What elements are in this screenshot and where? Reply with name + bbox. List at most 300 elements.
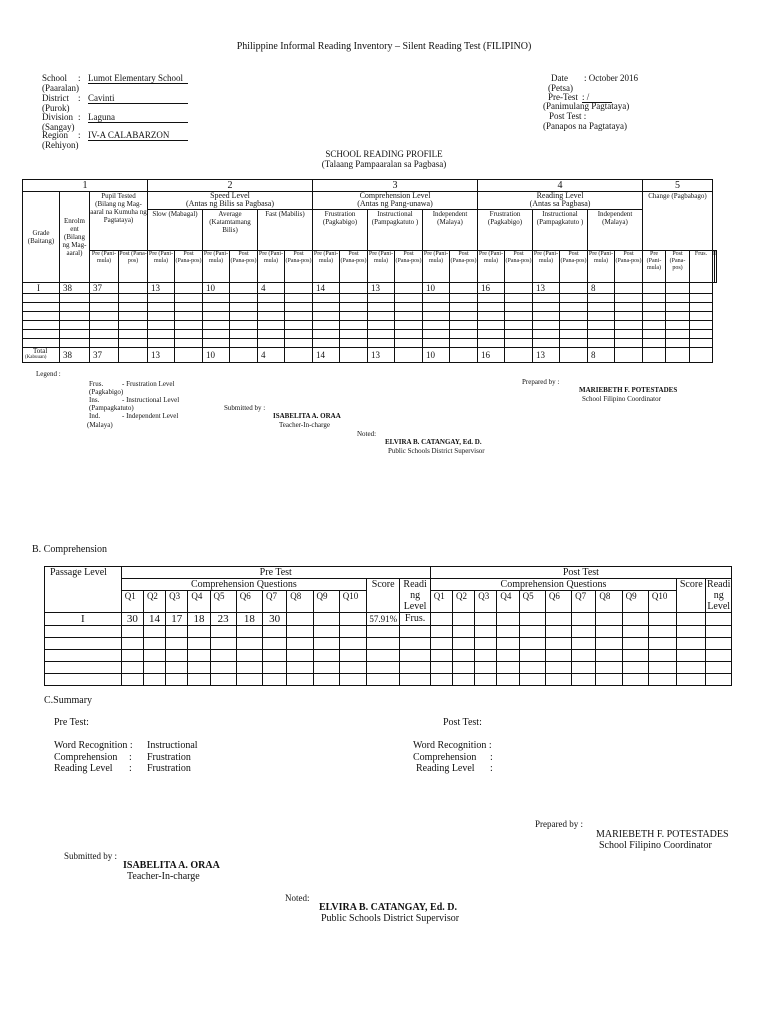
profile-cell [23,312,60,321]
comprehension-cell [287,650,313,662]
comprehension-cell [596,662,622,674]
profile-cell [340,339,368,348]
comprehension-cell [545,650,571,662]
comprehension-cell [188,674,210,686]
post-q3-cell [475,613,497,626]
preparer-name: MARIEBETH F. POTESTADES [579,386,678,394]
post-q1-header: Q1 [430,591,452,613]
group-number-4: 4 [478,180,643,192]
pre-q10-cell [339,613,366,626]
comprehension-cell [236,638,262,650]
profile-cell [505,339,533,348]
passage-level-cell: I [45,613,122,626]
profile-cell [666,294,690,303]
comprehension-cell [210,674,236,686]
profile-cell [533,330,560,339]
total-cell [450,348,478,363]
profile-cell [203,303,230,312]
pre-q4-header: Q4 [188,591,210,613]
read-instructional-header: Instructional (Pampagkatuto ) [533,210,588,251]
total-cell [230,348,258,363]
profile-cell [478,303,505,312]
comprehension-cell [188,638,210,650]
submitter-role: Teacher-In-charge [127,871,200,882]
pre-q9-cell [313,613,339,626]
profile-data-row [23,283,717,294]
profile-cell [533,312,560,321]
grade-header: Grade (Baitang) [23,192,60,283]
pre-q7-header: Q7 [263,591,287,613]
post-q2-header: Q2 [453,591,475,613]
profile-cell [60,339,90,348]
colon: : [78,130,81,140]
comprehension-row [45,613,732,626]
comprehension-cell [453,626,475,638]
prepared-by-label: Prepared by : [535,819,583,829]
profile-cell [175,294,203,303]
total-cell: 13 [368,348,395,363]
total-cell: 13 [533,348,560,363]
pupil-tested-header: Pupil Tested (Bilang ng Mag-aaral na Kumuha ng Pagtataya) [90,192,148,251]
comprehension-cell [648,650,676,662]
profile-cell [450,312,478,321]
profile-cell: 13 [533,283,560,294]
fast-header: Fast (Mabilis) [258,210,313,251]
comprehension-cell [572,650,596,662]
profile-cell [615,312,643,321]
comprehension-cell [263,662,287,674]
region-sub: (Rehiyon) [42,140,79,150]
profile-cell [690,312,713,321]
profile-cell: 10 [423,283,450,294]
profile-cell [60,303,90,312]
summary-title: C.Summary [44,695,93,706]
legend-frus-sub: (Pagkabigo) [89,388,124,396]
total-cell [666,348,690,363]
profile-cell [258,303,285,312]
noter-name: ELVIRA B. CATANGAY, Ed. D. [319,902,458,913]
profile-cell [285,303,313,312]
profile-cell [175,321,203,330]
colon: : [129,752,132,763]
comprehension-cell [166,638,188,650]
profile-cell [340,312,368,321]
pre-comprehension-label: Comprehension [54,752,118,763]
pre-header: Pre (Pani-mula) [368,251,395,283]
slow-header: Slow (Mabagal) [148,210,203,251]
profile-cell [560,294,588,303]
post-header: Post (Pana-pos) [560,251,588,283]
comprehension-cell [400,626,430,638]
profile-cell [258,330,285,339]
pre-q5-cell: 23 [210,613,236,626]
comprehension-cell [706,650,732,662]
speed-level-label: Speed Level [210,191,250,200]
profile-cell [285,339,313,348]
comprehension-cell [210,650,236,662]
profile-cell [560,303,588,312]
comprehension-cell [453,638,475,650]
profile-cell [258,312,285,321]
profile-cell [258,294,285,303]
submitter-name: ISABELITA A. ORAA [123,860,220,871]
profile-cell [450,330,478,339]
comprehension-cell [339,650,366,662]
profile-cell [690,283,713,294]
post-q5-cell [519,613,545,626]
comprehension-cell [453,674,475,686]
profile-cell [478,294,505,303]
post-q9-header: Q9 [622,591,648,613]
profile-cell [203,312,230,321]
comprehension-cell [313,626,339,638]
comprehension-cell [497,662,519,674]
comprehension-cell [430,662,452,674]
group-number-3: 3 [313,180,478,192]
submitted-by-label: Submitted by : [64,851,118,861]
comprehension-level-sub: (Antas ng Pang-unawa) [357,199,433,208]
pre-header: Pre (Pani-mula) [643,251,666,283]
profile-cell [395,330,423,339]
total-sub: (Kabuuan) [25,355,47,360]
comprehension-cell [367,626,400,638]
comprehension-cell [706,638,732,650]
comprehension-cell [400,650,430,662]
profile-cell [423,330,450,339]
total-cell [690,348,713,363]
profile-cell [666,339,690,348]
total-cell [643,348,666,363]
profile-empty-row [23,339,717,348]
profile-cell [230,303,258,312]
profile-cell [505,321,533,330]
comprehension-cell [166,650,188,662]
region-value: IV-A CALABARZON [88,130,188,141]
comprehension-cell [596,650,622,662]
profile-cell [230,330,258,339]
comprehension-cell [121,662,143,674]
comprehension-cell [519,626,545,638]
total-cell: 38 [60,348,90,363]
post-header: Post (Pana-pos) [615,251,643,283]
post-word-recognition-label: Word Recognition : [413,740,492,751]
preparer-role: School Filipino Coordinator [599,840,712,851]
comprehension-cell [677,674,706,686]
comprehension-cell [475,650,497,662]
profile-empty-row [23,312,717,321]
profile-cell [175,339,203,348]
post-header: Post (Pana-pos) [666,251,690,283]
profile-subtitle: (Talaang Pampaaralan sa Pagbasa) [321,159,447,169]
profile-cell [90,294,119,303]
colon: : [490,763,493,774]
total-cell: 13 [148,348,175,363]
submitted-by-label: Submitted by : [224,404,266,412]
comprehension-cell [622,638,648,650]
pre-q8-cell [287,613,313,626]
post-header: Post (Pana-pos) [340,251,368,283]
date-label: Date [551,73,568,83]
total-cell [285,348,313,363]
profile-cell [533,294,560,303]
profile-empty-row [23,321,717,330]
post-q7-cell [572,613,596,626]
profile-cell [230,321,258,330]
pre-reading-level-cell: Frus. [400,613,430,626]
profile-cell [368,303,395,312]
profile-cell [148,294,175,303]
profile-cell [450,321,478,330]
profile-cell [203,339,230,348]
post-test-header: Post Test [430,567,731,579]
profile-cell: I [23,283,60,294]
profile-cell [666,330,690,339]
profile-cell [505,330,533,339]
comprehension-cell [263,626,287,638]
profile-cell [368,294,395,303]
comprehension-cell [313,650,339,662]
school-sub: (Paaralan) [42,83,79,93]
comprehension-cell [188,626,210,638]
profile-cell [148,303,175,312]
date-sub: (Petsa) [548,83,573,93]
post-q5-header: Q5 [519,591,545,613]
comprehension-cell [572,638,596,650]
comprehension-cell [166,674,188,686]
total-cell: 8 [588,348,615,363]
colon: : [78,93,81,103]
profile-cell [258,339,285,348]
comprehension-cell [648,674,676,686]
comprehension-empty-row [45,674,732,686]
comprehension-cell [519,650,545,662]
post-header: Post (Pana-pos) [505,251,533,283]
comprehension-cell [121,674,143,686]
school-value: Lumot Elementary School [88,73,188,84]
reading-level-header [478,192,643,210]
profile-cell [560,330,588,339]
profile-cell [615,303,643,312]
post-reading-level-cell [706,613,732,626]
profile-cell [148,339,175,348]
total-cell: 37 [90,348,119,363]
profile-cell [23,303,60,312]
profile-cell [313,321,340,330]
post-header: Post (Pana-pos) [450,251,478,283]
comprehension-cell [677,650,706,662]
profile-cell [60,321,90,330]
profile-cell [60,294,90,303]
comprehension-cell [706,662,732,674]
legend-ins: Ins. [89,396,100,404]
comprehension-cell [287,674,313,686]
profile-cell [666,312,690,321]
school-reading-profile-table [22,179,717,363]
pre-comprehension-value: Frustration [147,752,191,763]
profile-cell [285,294,313,303]
comprehension-cell [497,674,519,686]
submitter-name: ISABELITA A. ORAA [273,412,341,420]
comprehension-cell [622,626,648,638]
total-cell [175,348,203,363]
comprehension-cell [430,674,452,686]
profile-cell [643,294,666,303]
submitter-role: Teacher-In-charge [279,421,330,429]
comprehension-cell [497,626,519,638]
pre-q6-header: Q6 [236,591,262,613]
profile-cell [148,330,175,339]
district-value: Cavinti [88,93,188,104]
profile-cell: 4 [258,283,285,294]
comprehension-cell [143,662,165,674]
profile-cell [203,321,230,330]
comprehension-cell [453,662,475,674]
colon: : [78,112,81,122]
profile-cell [690,303,713,312]
comprehension-cell [677,638,706,650]
profile-cell [666,303,690,312]
total-label: Total [33,347,48,355]
pre-q3-header: Q3 [166,591,188,613]
total-cell [340,348,368,363]
comprehension-cell [287,626,313,638]
comp-frustration-header: Frustration (Pagkabigo) [313,210,368,251]
group-number-5: 5 [643,180,713,192]
comprehension-empty-row [45,638,732,650]
profile-cell [395,312,423,321]
region-label: Region [42,130,68,140]
comprehension-cell [263,674,287,686]
colon: : [490,752,493,763]
speed-level-header [148,192,313,210]
pre-header: Pre (Pani-mula) [423,251,450,283]
profile-cell [313,312,340,321]
pre-reading-level-value: Frustration [147,763,191,774]
post-header: Post (Pana-pos) [230,251,258,283]
comprehension-cell [313,674,339,686]
profile-cell [588,330,615,339]
profile-cell [560,312,588,321]
profile-cell [90,330,119,339]
comprehension-cell [45,638,122,650]
comprehension-cell [596,638,622,650]
profile-cell [119,294,148,303]
pre-q3-cell: 17 [166,613,188,626]
pre-header: Pre (Pani-mula) [588,251,615,283]
comprehension-cell [143,638,165,650]
noter-role: Public Schools District Supervisor [388,447,485,455]
comprehension-cell [287,638,313,650]
pre-header: Pre (Pani-mula) [258,251,285,283]
post-header: Post (Pana-pos) [119,251,148,283]
comprehension-cell [519,662,545,674]
comprehension-cell [596,674,622,686]
comprehension-cell [236,626,262,638]
profile-cell [533,303,560,312]
comprehension-cell [648,662,676,674]
comprehension-cell [475,662,497,674]
pre-header: Pre (Pani-mula) [313,251,340,283]
pretest-sub: (Panimulang Pagtataya) [543,101,630,111]
comp-independent-header: Independent (Malaya) [423,210,478,251]
profile-cell [119,283,148,294]
comprehension-table [44,566,732,686]
pre-header: Pre (Pani-mula) [148,251,175,283]
comprehension-cell [497,650,519,662]
profile-empty-row [23,303,717,312]
post-q10-header: Q10 [648,591,676,613]
total-cell: 10 [423,348,450,363]
comprehension-cell [622,650,648,662]
district-sub: (Purok) [42,103,70,113]
post-header: Post (Pana-pos) [395,251,423,283]
comprehension-cell [236,650,262,662]
pre-q2-cell: 14 [143,613,165,626]
comprehension-cell [497,638,519,650]
profile-cell [90,321,119,330]
comprehension-cell [236,674,262,686]
profile-cell [643,321,666,330]
profile-cell [313,339,340,348]
legend-ins-sub: (Pampagkatuto) [89,404,134,412]
district-label: District [42,93,69,103]
profile-cell [588,339,615,348]
school-label: School [42,73,68,83]
profile-cell [90,303,119,312]
noted-label: Noted: [285,893,310,903]
noter-name: ELVIRA B. CATANGAY, Ed. D. [385,438,482,446]
post-reading-level-header: Readi ng Level [707,579,731,612]
profile-cell [230,283,258,294]
comprehension-level-label: Comprehension Level [359,191,431,200]
reading-level-sub: (Antas sa Pagbasa) [529,199,591,208]
comprehension-cell [121,638,143,650]
comprehension-cell [339,674,366,686]
comprehension-cell [572,674,596,686]
comprehension-cell [706,674,732,686]
profile-cell [258,321,285,330]
profile-cell [340,303,368,312]
profile-empty-row [23,294,717,303]
profile-cell [230,312,258,321]
profile-cell [643,303,666,312]
comprehension-cell [400,662,430,674]
comprehension-cell [143,626,165,638]
pre-comprehension-questions-header: Comprehension Questions [121,579,366,591]
profile-cell [478,312,505,321]
total-cell: 4 [258,348,285,363]
profile-cell [690,294,713,303]
comprehension-cell [453,650,475,662]
comprehension-cell [430,626,452,638]
profile-cell [148,312,175,321]
total-row [23,348,717,363]
noted-label: Noted: [357,430,377,438]
pre-q5-header: Q5 [210,591,236,613]
comprehension-cell [263,638,287,650]
comprehension-cell [45,626,122,638]
profile-cell [119,339,148,348]
total-cell [615,348,643,363]
post-q2-cell [453,613,475,626]
comprehension-cell [121,626,143,638]
profile-cell: 37 [90,283,119,294]
reading-level-label: Reading Level [536,191,584,200]
profile-cell [423,294,450,303]
post-q4-header: Q4 [497,591,519,613]
section-b-title: B. Comprehension [32,544,107,555]
pretest-label: Pre-Test [548,92,578,102]
